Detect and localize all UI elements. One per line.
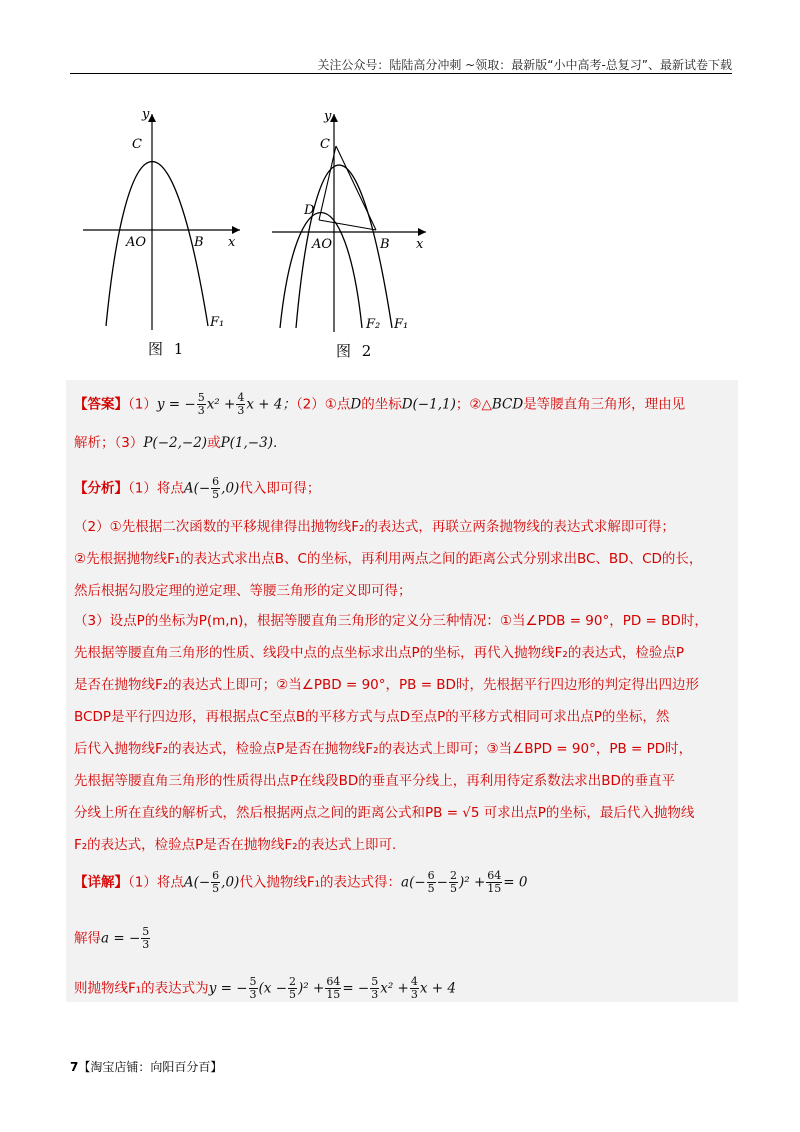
fig2-label-ao: AO xyxy=(312,237,333,252)
figure-1 xyxy=(80,108,250,336)
fig2-label-d: D xyxy=(304,203,315,218)
fig1-label-x: x xyxy=(228,235,236,250)
fraction: $\frac{5}{3}$ xyxy=(371,975,379,1001)
fraction: $\frac{4}{3}$ xyxy=(237,391,245,417)
analysis-line-7: 是否在抛物线F₂的表达式上即可；②当∠PBD = 90°，PB = BD时，先根据平行四边形的判定得出四边形 xyxy=(74,677,699,693)
page-header: 关注公众号：陆陆高分冲刺 ~领取：最新版“小中高考-总复习”、最新试卷下载 xyxy=(317,58,732,72)
page-number: 7 xyxy=(70,1060,79,1074)
fig2-label-c: C xyxy=(320,137,330,152)
analysis-line-3: ②先根据抛物线F₁的表达式求出点B、C的坐标，再利用两点之间的距离公式分别求出BC、BD、CD的长， xyxy=(74,551,703,567)
fraction: $\frac{6}{5}$ xyxy=(212,475,220,501)
answer-line-2: 解析；（3）P(−2,−2)或P(1,−3). xyxy=(74,435,278,451)
fig2-label-y: y xyxy=(324,110,332,124)
fig1-label-b: B xyxy=(194,235,204,250)
fig2-label-x: x xyxy=(416,237,424,252)
analysis-tag: 【分析】 xyxy=(74,480,128,497)
answer-line-1: 【答案】（1）y = − $\frac{5}{3}$ x² + $\frac{4}{3}$ x + 4；（2）①点D的坐标D(−1,1)；②△BCD是等腰直角三角形，理由见 xyxy=(74,391,686,417)
detail-line-2: 解得a = − $\frac{5}{3}$ xyxy=(74,925,150,951)
fig1-label-ao: AO xyxy=(126,235,147,250)
fraction: $\frac{64}{15}$ xyxy=(487,869,502,895)
analysis-line-6: 先根据等腰直角三角形的性质、线段中点的点坐标求出点P的坐标，再代入抛物线F₂的表达式，检验点P xyxy=(74,645,684,661)
detail-tag: 【详解】 xyxy=(74,874,128,891)
fig2-label-b: B xyxy=(380,237,390,252)
analysis-line-12: F₂的表达式，检验点P是否在抛物线F₂的表达式上即可. xyxy=(74,837,397,853)
analysis-line-11: 分线上所在直线的解析式，然后根据两点之间的距离公式和PB = √5 可求出点P的坐标，最后代入抛物线 xyxy=(74,805,695,821)
analysis-line-2: （2）①先根据二次函数的平移规律得出抛物线F₂的表达式，再联立两条抛物线的表达式求解即可得； xyxy=(74,519,675,535)
fraction: $\frac{2}{5}$ xyxy=(289,975,297,1001)
detail-line-3: 则抛物线F₁的表达式为y = − $\frac{5}{3}$ (x − $\frac{2}{5}$ )² + $\frac{64}{15}$ = − $\frac{5}{3}$ x² + $\frac{4}{3}$ x + 4 xyxy=(74,975,456,1001)
analysis-line-1: 【分析】（1）将点A(− $\frac{6}{5}$ ,0)代入即可得； xyxy=(74,475,321,501)
footer-shop: 【淘宝店铺：向阳百分百】 xyxy=(78,1060,223,1074)
fraction: $\frac{5}{3}$ xyxy=(197,391,205,417)
analysis-line-4: 然后根据勾股定理的逆定理、等腰三角形的定义即可得； xyxy=(74,583,412,599)
header-rule xyxy=(70,73,732,74)
fraction: $\frac{4}{3}$ xyxy=(410,975,418,1001)
fraction: $\frac{5}{3}$ xyxy=(249,975,257,1001)
detail-line-1: 【详解】（1）将点A(− $\frac{6}{5}$ ,0)代入抛物线F₁的表达式得：a(− $\frac{6}{5}$ − $\frac{2}{5}$ )² + $\frac{64}{15}$ = 0 xyxy=(74,869,528,895)
fraction: $\frac{64}{15}$ xyxy=(326,975,341,1001)
figure-2-caption: 图 2 xyxy=(336,342,375,360)
answer-tag: 【答案】 xyxy=(74,396,128,413)
fraction: $\frac{6}{5}$ xyxy=(212,869,220,895)
figure-2 xyxy=(270,110,435,336)
analysis-line-8: BCDP是平行四边形，再根据点C至点B的平移方式与点D至点P的平移方式相同可求出点P的坐标，然 xyxy=(74,709,670,725)
fraction: $\frac{5}{3}$ xyxy=(142,925,150,951)
analysis-line-10: 先根据等腰直角三角形的性质得出点P在线段BD的垂直平分线上，再利用待定系数法求出BD的垂直平 xyxy=(74,773,675,789)
fig1-label-y: y xyxy=(142,108,150,122)
fraction: $\frac{6}{5}$ xyxy=(427,869,435,895)
fig2-label-f1: F₁ xyxy=(394,317,409,332)
page-footer xyxy=(70,1058,222,1075)
analysis-line-9: 后代入抛物线F₂的表达式，检验点P是否在抛物线F₂的表达式上即可；③当∠BPD = 90°，PB = PD时， xyxy=(74,741,693,757)
fig1-label-c: C xyxy=(132,137,142,152)
fig2-label-f2: F₂ xyxy=(366,317,381,332)
fraction: $\frac{2}{5}$ xyxy=(449,869,457,895)
fig1-label-f1: F₁ xyxy=(210,315,225,330)
figure-1-caption: 图 1 xyxy=(148,340,187,358)
analysis-line-5: （3）设点P的坐标为P(m,n)，根据等腰直角三角形的定义分三种情况：①当∠PDB = 90°，PD = BD时， xyxy=(74,613,708,629)
